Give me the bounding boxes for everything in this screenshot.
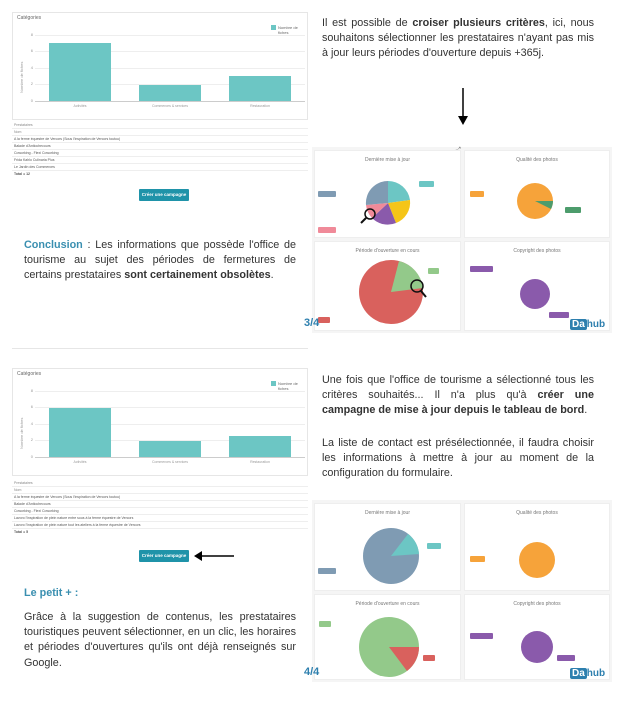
pie-label [549,312,569,318]
x-tick: Restauration [250,104,270,108]
intro-text [322,16,594,62]
table-header: Prestataires [12,122,308,129]
contact-list-text: La liste de contact est présélectionnée, il faudra choisir les informations à mettre à jour au moment de la configuration du formulaire. [322,437,594,480]
pie-label [470,191,484,197]
table-total: Total = 12 [14,172,30,176]
table-row[interactable]: A la ferme équestre de Vercors (Sous l'inspiration de Vercors toutou) [12,136,308,143]
photo-quality-pie[interactable] [465,151,611,239]
pie-label [318,317,330,323]
panel-opening-period [314,241,461,331]
pie-label [319,621,331,627]
table-row[interactable]: Coworking - Flexi Coworking [12,508,308,515]
bar-commerces[interactable] [139,441,201,458]
arrow-down-icon [456,88,470,126]
table-row[interactable]: A la ferme équestre de Vercors (Sous l'inspiration de Vercors toutou) [12,494,308,501]
y-tick: 6 [30,48,33,53]
table-row[interactable]: Lavoro l'inspiration de plein nature entre sous à la ferme équestre de Vercors [12,515,308,522]
create-campaign-button[interactable]: Créer une campagne [139,550,189,562]
gridline [35,457,305,458]
opening-period-pie[interactable] [315,242,462,332]
panel-title: Dernière mise à jour [364,510,411,516]
pie-label [428,268,439,274]
panel-opening-period [314,594,461,680]
panel-photo-quality [464,150,610,238]
table-row[interactable]: Balade d'Antiochecours [12,143,308,150]
chart-title: Catégories [17,371,42,377]
pie-label [565,207,581,213]
category-chart-panel-1 [12,12,308,120]
chart-title: Catégories [17,15,42,21]
table-subheader: Nom [12,487,308,494]
pie-label [470,633,493,639]
category-chart-panel-2 [12,368,308,476]
conclusion-label: Conclusion [24,239,83,251]
x-tick: Commerces & services [152,104,188,108]
create-campaign-button[interactable]: Créer une campagne [139,189,189,201]
table-subheader: Nom [12,129,308,136]
y-tick: 4 [30,65,33,70]
table-total: Total = 5 [14,530,29,534]
panel-title: Qualité des photos [516,510,558,516]
y-axis-label: Nombre de fiches [19,417,24,449]
y-tick: 6 [30,404,33,409]
dashboard-2 [312,500,612,682]
campaign-text-bold: créer une campagne de mise à jour depuis le tableau de bord [322,389,594,417]
pie-label [419,181,434,187]
opening-period-pie[interactable] [315,595,462,681]
providers-table-1 [12,122,308,186]
panel-title: Qualité des photos [516,157,558,163]
y-tick: 8 [30,32,33,37]
bar-restauration[interactable] [229,76,291,101]
gridline [35,101,305,102]
table-header: Prestataires [12,480,308,487]
x-tick: Commerces & services [152,460,188,464]
bar-activites[interactable] [49,43,111,101]
panel-photo-copyright [464,241,610,331]
providers-table-2 [12,480,308,544]
legend-label: Nombre de fiches [278,381,298,391]
legend-label: Nombre de fiches [278,25,298,35]
conclusion-body: : Les informations que possède l'office de tourisme au sujet des périodes de fermetures de certains prestataires [24,239,296,282]
y-tick: 0 [30,98,33,103]
y-tick: 0 [30,454,33,459]
conclusion-end: . [270,269,274,282]
intro-text-a: Il est possible de [322,17,413,29]
table-row[interactable]: Coworking - Flexi Coworking [12,150,308,157]
panel-last-update [314,503,461,591]
pie-label [318,191,336,197]
panel-title: Copyright des photos [513,248,561,254]
table-row[interactable]: Le Jardin des Commerces [12,164,308,171]
pie-label [557,655,575,661]
datahub-logo: Da hub [572,668,606,679]
photo-quality-pie[interactable] [465,504,611,592]
conclusion-bold: sont certainement obsolètes [124,269,271,282]
petit-plus-text: Grâce à la suggestion de contenus, les prestataires touristiques peuvent sélectionner, en un clic, les horaires et périodes d'ouvertures qu'ils ont déjà renseignés sur Google. [24,611,296,669]
x-tick: Activités [73,460,87,464]
pie-label [427,543,441,549]
bar-commerces[interactable] [139,85,201,102]
panel-title: Période d'ouverture en cours [355,248,420,254]
bar-restauration[interactable] [229,436,291,457]
bar-activites[interactable] [49,408,111,458]
datahub-logo: Da hub [572,319,606,330]
pie-label [423,655,435,661]
x-tick: Restauration [250,460,270,464]
pie-label [470,266,493,272]
campaign-text-end: . [584,404,588,417]
table-row[interactable]: Lavoro l'inspiration de plein nature tout les ateliers à la ferme équestre de Vercors [12,522,308,529]
arrow-left-icon [194,550,234,562]
pie-label [318,568,336,574]
panel-title: Période d'ouverture en cours [355,601,420,607]
intro-text-bold: croiser plusieurs critères [412,17,545,29]
conclusion-text [24,238,296,284]
page-number: 4/4 [304,666,320,678]
legend-swatch[interactable] [271,25,276,30]
page-number: 3/4 [304,317,320,329]
y-tick: 4 [30,421,33,426]
dashboard-1 [312,147,612,333]
gridline [35,35,305,36]
y-axis-label: Nombre de fiches [19,61,24,93]
panel-title: Copyright des photos [513,601,561,607]
campaign-text-body: Une fois que l'office de tourisme a sélectionné tous les critères souhaités... Il n'a plus qu'à [322,374,594,402]
panel-title: Dernière mise à jour [364,157,411,163]
y-tick: 2 [30,81,33,86]
panel-photo-quality [464,503,610,591]
y-tick: 2 [30,437,33,442]
table-row[interactable]: Frida Kahlo Culinaria Plus [12,157,308,164]
pie-label [470,556,485,562]
y-tick: 8 [30,388,33,393]
gridline [35,391,305,392]
legend-swatch[interactable] [271,381,276,386]
intro-text-b: , ici, nous souhaitons sélectionner les prestataires n'ayant pas mis à jour leurs périodes d'ouverture depuis +365j. [322,17,594,60]
campaign-text [322,373,594,419]
table-row[interactable]: Balade d'Antiochecours [12,501,308,508]
pie-label [318,227,336,233]
page-divider [12,348,308,349]
x-tick: Activités [73,104,87,108]
panel-last-update [314,150,461,238]
petit-plus-title: Le petit + : [24,587,79,599]
last-update-pie[interactable] [315,151,462,239]
